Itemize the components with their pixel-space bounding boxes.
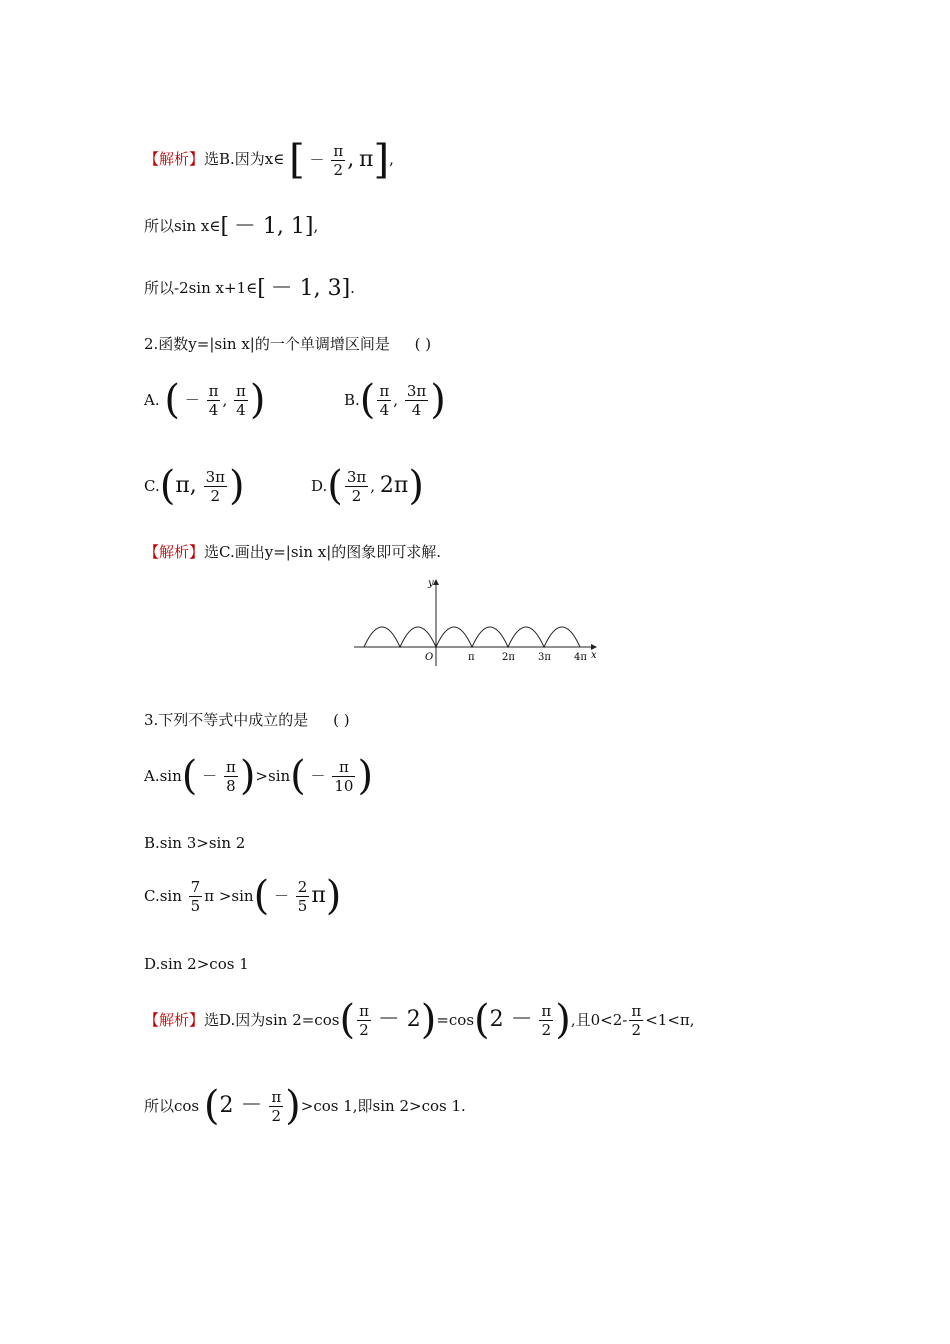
q1-answer-text: 选B.因为x∈ <box>204 150 285 168</box>
q3-option-a: A.sin( － $\frac{\pi}{8}$ )>sin( － $\frac{\pi}{10}$ ) <box>144 753 374 799</box>
q3-option-b: B.sin 3>sin 2 <box>144 834 246 852</box>
analysis-tag: 【解析】 <box>144 543 205 561</box>
q3-stem: 3.下列不等式中成立的是 ( ) <box>144 711 350 729</box>
q3-conclusion: 所以cos (2 － $\frac{\pi}{2}$ )>cos 1,即sin 2>cos 1. <box>144 1083 466 1129</box>
curve <box>364 627 580 647</box>
q2-answer: 【解析】选C.画出y=|sin x|的图象即可求解. <box>144 543 442 561</box>
q1-line2: 所以sin x∈[ － 1, 1], <box>144 214 319 239</box>
tick-label-3pi: 3π <box>538 652 551 663</box>
q2-option-c: C.(π, $\frac{3\pi}{2}$ ) <box>144 463 245 509</box>
abs-sine-graph <box>350 574 602 670</box>
analysis-tag: 【解析】 <box>144 1011 205 1029</box>
x-axis-label: x <box>591 650 597 661</box>
q2-option-b: B.( $\frac{\pi}{4}$ , $\frac{3\pi}{4}$ ) <box>344 377 446 423</box>
q1-answer-line: 【解析】选B.因为x∈ [ － $\frac{\pi}{2}$ , π], <box>144 137 394 183</box>
q1-line3: 所以-2sin x+1∈[ － 1, 3]. <box>144 276 355 301</box>
analysis-tag: 【解析】 <box>144 150 205 168</box>
answer-blank: ( ) <box>333 711 350 729</box>
q2-option-d: D.( $\frac{3\pi}{2}$ , 2π) <box>311 463 424 509</box>
q3-option-d: D.sin 2>cos 1 <box>144 955 249 973</box>
tick-label-pi: π <box>468 652 475 663</box>
tick-label-2pi: 2π <box>502 652 515 663</box>
origin-label: O <box>425 652 434 663</box>
tick-label-4pi: 4π <box>574 652 587 663</box>
q3-option-c: C.sin $\frac{7}{5}$ π >sin( － $\frac{2}{5}$ π) <box>144 873 342 919</box>
q2-stem: 2.函数y=|sin x|的一个单调增区间是 ( ) <box>144 335 432 353</box>
q2-option-a: A. ( － $\frac{\pi}{4}$ , $\frac{\pi}{4}$ ) <box>144 377 266 423</box>
y-axis-label: y <box>428 578 434 589</box>
fraction: $\frac{\pi}{2}$ <box>333 141 344 179</box>
q3-answer: 【解析】选D.因为sin 2=cos( $\frac{\pi}{2}$ － 2)=cos(2 － $\frac{\pi}{2}$ ),且0<2- $\frac{\pi}{2}$ <1<π, <box>144 997 695 1043</box>
answer-blank: ( ) <box>414 335 432 353</box>
